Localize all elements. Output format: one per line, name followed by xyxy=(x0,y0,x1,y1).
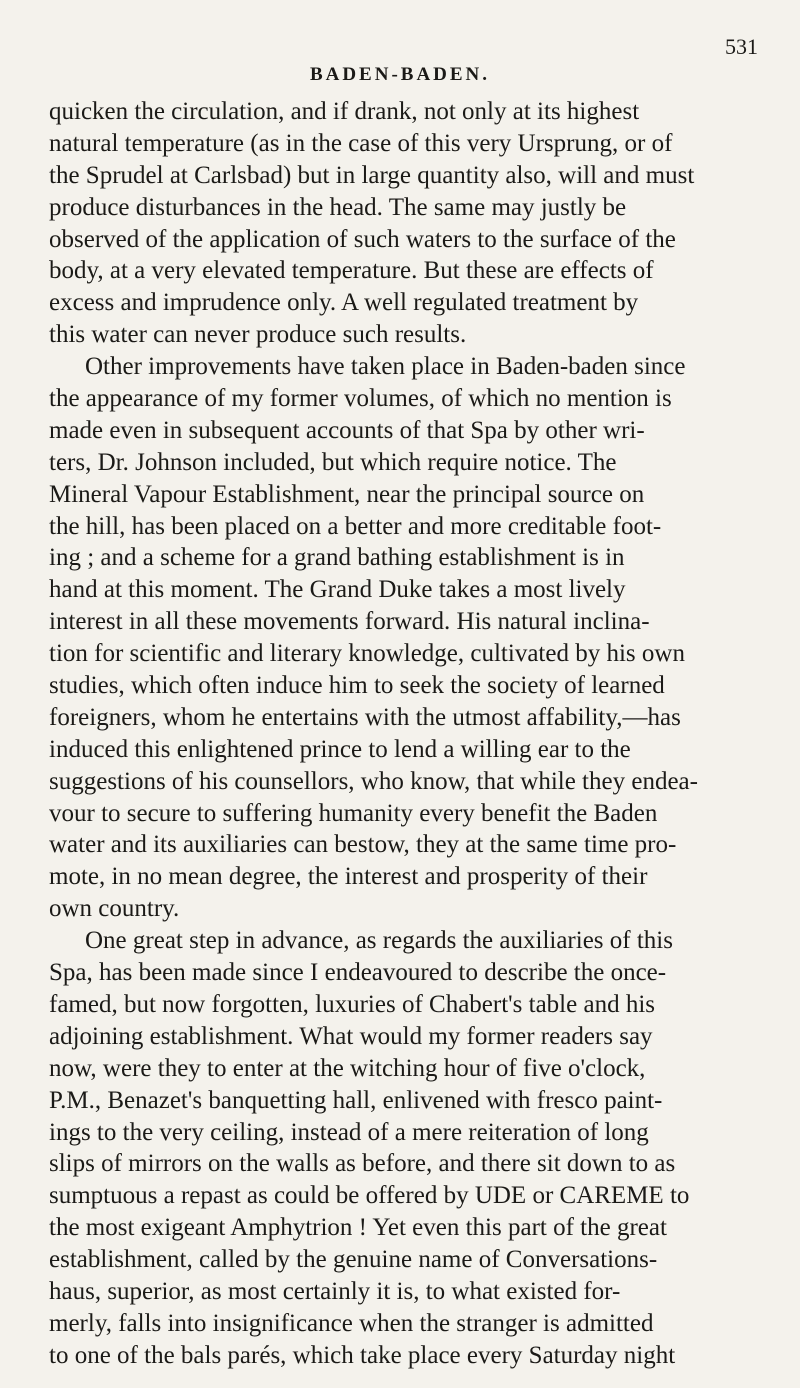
text-line: ing ; and a scheme for a grand bathing establishment is in xyxy=(49,544,625,572)
text-line: made even in subsequent accounts of that Spa by other wri- xyxy=(49,416,645,444)
text-line: tion for scientific and literary knowledge, cultivated by his own xyxy=(49,640,685,668)
text-line: quicken the circulation, and if drank, not only at its highest xyxy=(49,98,640,125)
text-line: the hill, has been placed on a better and more creditable foot- xyxy=(49,512,662,540)
text-line: now, were they to enter at the witching hour of five o'clock, xyxy=(49,1054,646,1082)
body-text xyxy=(49,96,789,1372)
text-line: body, at a very elevated temperature. But these are effects of xyxy=(49,257,654,285)
text-line: this water can never produce such results. xyxy=(49,321,467,349)
text-line: the most exigeant Amphytrion ! Yet even this part of the great xyxy=(49,1214,667,1242)
text-line: ings to the very ceiling, instead of a mere reiteration of long xyxy=(49,1118,649,1146)
text-line: interest in all these movements forward. His natural inclina- xyxy=(49,608,650,636)
text-line: merly, falls into insignificance when the stranger is admitted xyxy=(49,1309,654,1337)
text-line: foreigners, whom he entertains with the utmost affability,—has xyxy=(49,703,681,731)
text-line: mote, in no mean degree, the interest and prosperity of their xyxy=(49,863,648,891)
text-line: to one of the bals parés, which take place every Saturday night xyxy=(49,1341,676,1369)
text-line: Mineral Vapour Establishment, near the principal source on xyxy=(49,480,645,508)
text-line: vour to secure to suffering humanity every benefit the Baden xyxy=(49,799,658,827)
text-line: studies, which often induce him to seek the society of learned xyxy=(49,672,665,700)
text-line: famed, but now forgotten, luxuries of Chabert's table and his xyxy=(49,990,655,1018)
text-line: produce disturbances in the head. The same may justly be xyxy=(49,193,627,221)
text-line: induced this enlightened prince to lend a willing ear to the xyxy=(49,735,631,763)
text-line: the Sprudel at Carlsbad) but in large quantity also, will and must xyxy=(49,161,695,189)
text-line: excess and imprudence only. A well regulated treatment by xyxy=(49,289,639,317)
text-line: observed of the application of such waters to the surface of the xyxy=(49,225,676,253)
text-line: establishment, called by the genuine name of Conversations- xyxy=(49,1246,658,1274)
text-line: P.M., Benazet's banquetting hall, enlivened with fresco paint- xyxy=(49,1086,663,1114)
text-line: adjoining establishment. What would my former readers say xyxy=(49,1022,653,1050)
text-line: own country. xyxy=(49,895,180,923)
text-line: sumptuous a repast as could be offered by UDE or CAREME to xyxy=(49,1182,690,1210)
text-line: hand at this moment. The Grand Duke takes a most lively xyxy=(49,576,626,604)
running-head: BADEN-BADEN. xyxy=(309,64,491,85)
page-number: 531 xyxy=(725,34,758,59)
text-line: ters, Dr. Johnson included, but which require notice. The xyxy=(49,448,617,476)
paragraph-start-line: Other improvements have taken place in Baden-baden since xyxy=(85,353,686,381)
text-line: haus, superior, as most certainly it is, to what existed for- xyxy=(49,1277,621,1305)
text-line: suggestions of his counsellors, who know, that while they endea- xyxy=(49,767,698,795)
text-line: water and its auxiliaries can bestow, they at the same time pro- xyxy=(49,831,677,859)
text-line: slips of mirrors on the walls as before, and there sit down to as xyxy=(49,1150,676,1178)
text-line: Spa, has been made since I endeavoured to describe the once- xyxy=(49,959,667,987)
text-line: natural temperature (as in the case of this very Ursprung, or of xyxy=(49,129,673,157)
text-line: the appearance of my former volumes, of which no mention is xyxy=(49,385,672,413)
paragraph-start-line: One great step in advance, as regards the auxiliaries of this xyxy=(85,927,673,955)
